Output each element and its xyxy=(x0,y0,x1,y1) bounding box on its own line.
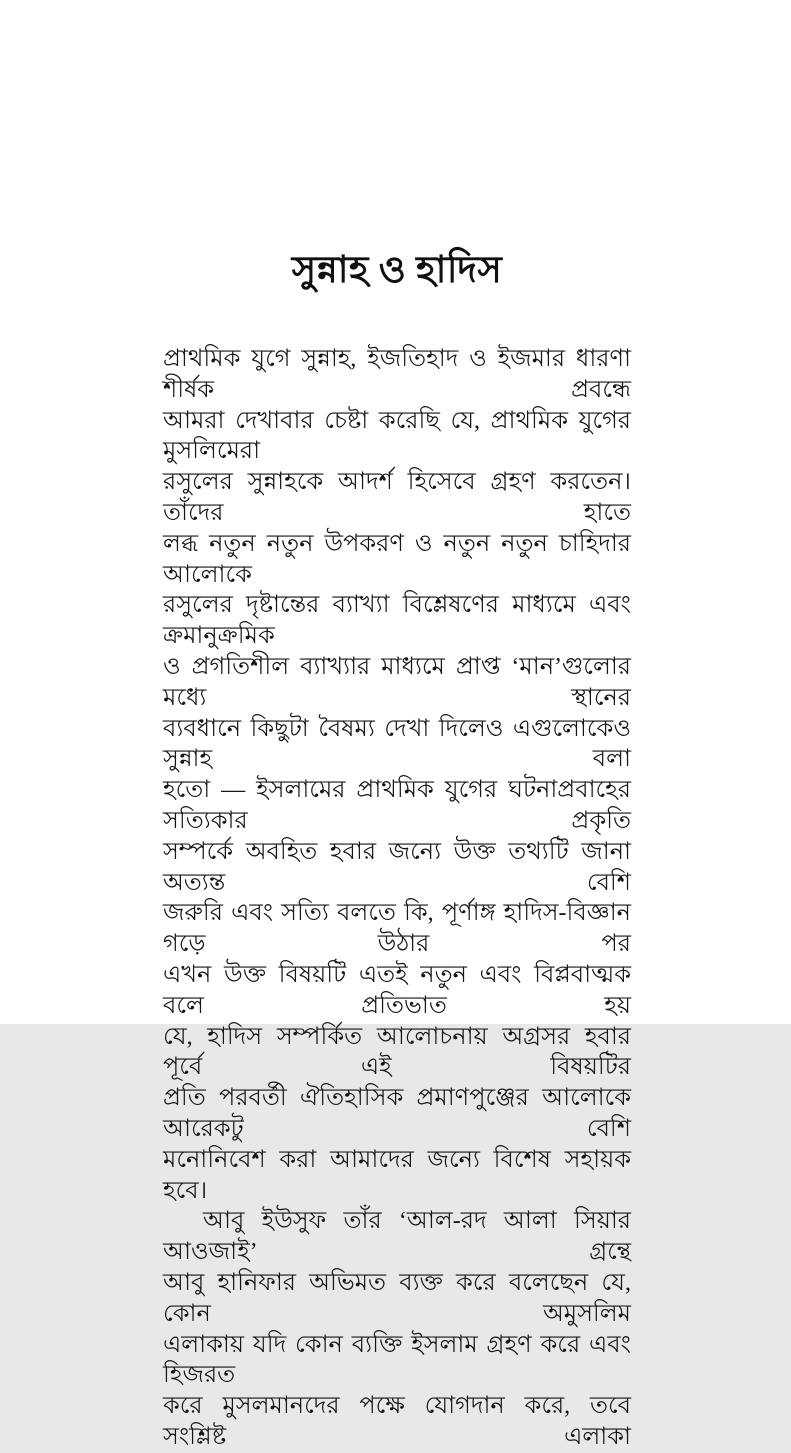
text-line: হতো — ইসলামের প্রাথমিক যুগের ঘটনাপ্রবাহের সত্যিকার প্রকৃতি xyxy=(163,777,631,834)
paragraph-2 xyxy=(163,1206,631,1452)
text-line: জরুরি এবং সত্যি বলতে কি, পূর্ণাঙ্গ হাদিস-বিজ্ঞান গড়ে উঠার পর xyxy=(163,900,631,958)
text-line: এখন উক্ত বিষয়টি এতই নতুন এবং বিপ্লবাত্মক বলে প্রতিভাত হয় xyxy=(163,961,631,1019)
text-line: সম্পর্কে অবহিত হবার জন্যে উক্ত তথ্যটি জানা অত্যন্ত বেশি xyxy=(163,838,631,896)
body-text xyxy=(163,344,631,1453)
page-title: সুন্নাহ ও হাদিস xyxy=(291,250,503,291)
text-line: করে মুসলমানদের পক্ষে যোগদান করে, তবে সংশ্লিষ্ট এলাকা xyxy=(163,1393,631,1450)
text-line: ও প্রগতিশীল ব্যাখ্যার মাধ্যমে প্রাপ্ত ‘মান’গুলোর মধ্যে স্থানের xyxy=(163,653,631,711)
text-line: এলাকায় যদি কোন ব্যক্তি ইসলাম গ্রহণ করে এবং হিজরত xyxy=(163,1331,631,1389)
text-line: আবু ইউসুফ তাঁর ‘আল-রদ আলা সিয়ার আওজাই’ গ্রন্থে xyxy=(163,1208,631,1266)
text-line: মনোনিবেশ করা আমাদের জন্যে বিশেষ সহায়ক হবে। xyxy=(163,1146,631,1204)
text-line: যে, হাদিস সম্পর্কিত আলোচনায় অগ্রসর হবার পূর্বে এই বিষয়টির xyxy=(163,1023,631,1081)
text-line: আবু হানিফার অভিমত ব্যক্ত করে বলেছেন যে, কোন অমুসলিম xyxy=(163,1269,631,1327)
text-line: ব্যবধানে কিছুটা বৈষম্য দেখা দিলেও এগুলোকেও সুন্নাহ বলা xyxy=(163,715,631,773)
text-line: রসুলের সুন্নাহকে আদর্শ হিসেবে গ্রহণ করতেন। তাঁদের হাতে xyxy=(163,469,631,526)
text-line: প্রাথমিক যুগে সুন্নাহ, ইজতিহাদ ও ইজমার ধারণা শীর্ষক প্রবন্ধে xyxy=(163,346,631,403)
text-line: রসুলের দৃষ্টান্তের ব্যাখ্যা বিশ্লেষণের মাধ্যমে এবং ক্রমানুক্রমিক xyxy=(163,592,631,650)
text-line: আমরা দেখাবার চেষ্টা করেছি যে, প্রাথমিক যুগের মুসলিমেরা xyxy=(163,407,631,465)
text-line: প্রতি পরবর্তী ঐতিহাসিক প্রমাণপুঞ্জের আলোকে আরেকটু বেশি xyxy=(163,1085,631,1142)
paragraph-1 xyxy=(163,344,631,1206)
text-line: লব্ধ নতুন নতুন উপকরণ ও নতুন নতুন চাহিদার আলোকে xyxy=(163,530,631,588)
